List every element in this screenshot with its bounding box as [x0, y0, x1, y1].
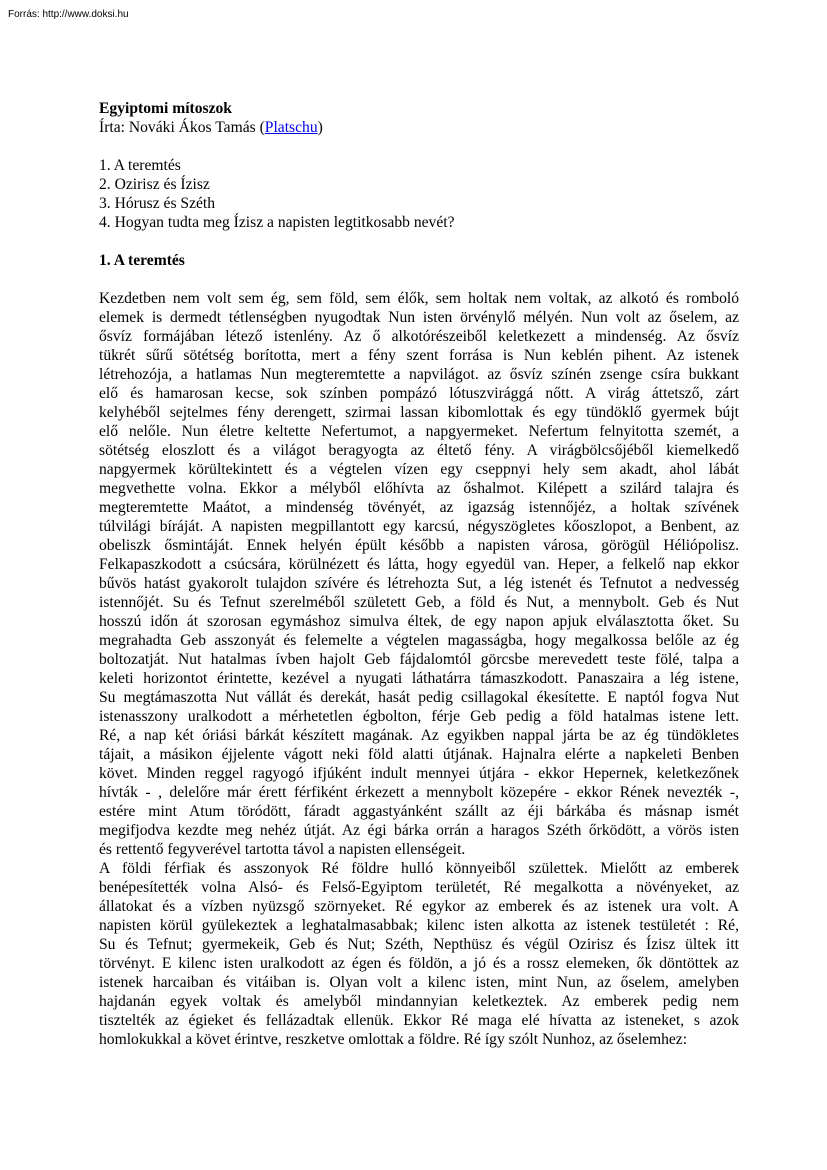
- text-line: keleti horizontot érintette, kezével a nyugati láthatárra támaszkodott. Panaszaira a lég istene,: [99, 670, 739, 687]
- table-of-contents: [99, 156, 739, 232]
- text-line: benépesítették volna Alsó- és Felső-Egyiptom területét, Ré megalkotta a növényeket, az: [99, 879, 739, 896]
- text-line: homlokukkal a követ érintve, reszketve omlottak a földre. Ré így szólt Nunhoz, az őselemhez:: [99, 1031, 688, 1048]
- text-line: sötétség eloszlott és a világot beragyogta az éltető fény. A virágbölcsőjéből kiemelkedő: [99, 442, 739, 459]
- author-link[interactable]: Platschu: [264, 119, 318, 136]
- author-line: [99, 118, 739, 137]
- text-line: Kezdetben nem volt sem ég, sem föld, sem élők, sem holtak nem voltak, az alkotó és romboló: [99, 290, 739, 307]
- text-line: elő és hamarosan kecse, sok színben pompázó lótuszvirággá nőtt. A virág áttetsző, zárt: [99, 385, 739, 402]
- author-suffix: ): [317, 119, 323, 136]
- text-line: estére mint Atum töródött, fáradt aggastyánként szállt az éji bárkába és másnap ismét: [99, 803, 739, 820]
- paragraph-2: [99, 859, 739, 1049]
- text-line: istennőjét. Su és Tefnut szerelméből született Geb, a föld és Nut, a mennybolt. Geb és Nut: [99, 594, 739, 611]
- text-line: hívták - , delelőre már érett férfiként érkezett a mennybolt közepére - ekkor Rének nevezték -,: [99, 784, 739, 801]
- text-line: boltozatját. Nut hatalmas ívben hajolt Geb fájdalomtól görcsbe merevedett teste fölé, talpa a: [99, 651, 739, 668]
- text-line: A földi férfiak és asszonyok Ré földre hulló könnyeiből születtek. Mielőtt az emberek: [99, 860, 739, 877]
- document-title: Egyiptomi mítoszok: [99, 100, 232, 117]
- text-line: Felkapaszkodott a csúcsára, körülnézett és látta, hogy egyedül van. Heper, a felkelő nap ekkor: [99, 556, 739, 573]
- text-line: megteremtette Maátot, a mindenség tövényét, az igazság istennőjéz, a holtak szívének: [99, 499, 739, 516]
- text-line: Su és Tefnut; gyermekeik, Geb és Nut; Széth, Nepthüsz és végül Ozirisz és Ízisz ültek itt: [99, 936, 739, 953]
- body-text: [99, 289, 739, 1049]
- text-line: tájait, a másikon éjjelente vágott neki föld alatti útjának. Hajnalra elérte a napkeleti Benben: [99, 746, 739, 763]
- paragraph-1: [99, 289, 739, 859]
- text-line: napisten körül gyülekeztek a leghatalmasabbak; kilenc isten alkotta az istenek testületét : Ré,: [99, 917, 739, 934]
- text-line: kelyhéből sejtelmes fény derengett, szirmai lassan kibomlottak és egy tündöklő gyermek bújt: [99, 404, 739, 421]
- text-line: tükrét sűrű sötétség borította, mert a fény szent forrása is Nun keblén pihent. Az istenek: [99, 347, 739, 364]
- text-line: hosszú időn át szorosan egymáshoz simulva éltek, de egy napon apjuk elválasztotta őket. Su: [99, 613, 739, 630]
- text-line: Su megtámaszotta Nut vállát és derekát, hasát pedig csillagokal ékesítette. E naptól fogva Nut: [99, 689, 739, 706]
- text-line: istenek harcaiban és vitáiban is. Olyan volt a kilenc isten, mint Nun, az őselem, amelyben: [99, 974, 739, 991]
- text-line: Ré, a nap két óriási bárkát készített magának. Az egyikben nappal járta be az ég tündökletes: [99, 727, 739, 744]
- text-line: ősvíz formájában létező istenlény. Az ő alkotórészeiből keletkezett a mindenség. Az ősvíz: [99, 328, 739, 345]
- toc-item: 1. A teremtés: [99, 157, 181, 174]
- author-prefix: Írta: Nováki Ákos Tamás (: [99, 119, 265, 136]
- text-line: és rettentő fegyverével tartotta távol a napisten ellenségeit.: [99, 841, 466, 858]
- text-line: hajdanán egyek voltak és amelyből mindannyian keletkeztek. Az emberek pedig nem: [99, 993, 739, 1010]
- toc-item: 4. Hogyan tudta meg Ízisz a napisten legtitkosabb nevét?: [99, 214, 455, 231]
- text-line: túlvilági bíráját. A napisten megpillantott egy karcsú, négyszögletes kőoszlopot, a Benbent, az: [99, 518, 739, 535]
- section-heading: 1. A teremtés: [99, 252, 185, 269]
- text-line: megvethette volna. Ekkor a mélyből előhívta az őshalmot. Kilépett a szilárd talajra és: [99, 480, 739, 497]
- text-line: létrehozója, a hatlamas Nun megteremtette a napvilágot. az ősvíz színén zsenge csíra bukkant: [99, 366, 739, 383]
- source-line: Forrás: http://www.doksi.hu: [8, 9, 129, 20]
- text-line: megrahadta Geb asszonyát és felemelte a végtelen magasságba, hogy megalkossa belőle az ég: [99, 632, 739, 649]
- text-line: bűvös hatást gyakorolt tulajdon szívére és létrehozta Sut, a lég istenét és Tefnutot a nedvesség: [99, 575, 739, 592]
- text-line: napgyermek körültekintett és a végtelen vízen egy cseppnyi hely sem akadt, ahol lábát: [99, 461, 739, 478]
- text-line: tisztelték az égieket és fellázadtak ellenük. Ekkor Ré maga elé hívatta az isteneket, s azok: [99, 1012, 739, 1029]
- text-line: elő nelőle. Nun életre keltette Nefertumot, a napgyermeket. Nefertum felnyitotta szemét, a: [99, 423, 739, 440]
- text-line: állatokat és a vízben nyüzsgő szörnyeket. Ré egykor az emberek és az istenek ura volt. A: [99, 898, 739, 915]
- text-line: megifjodva kezdte meg nehéz útját. Az égi bárka orrán a haragos Széth őrködött, a vörös isten: [99, 822, 739, 839]
- text-line: obeliszk ősmintáját. Ennek helyén épült később a napisten városa, görögül Héliópolisz.: [99, 537, 739, 554]
- document-body: [99, 99, 739, 1049]
- toc-item: 3. Hórusz és Széth: [99, 195, 216, 212]
- text-line: elemek is dermedt tétlenségben nyugodtak Nun isten örvénylő mélyén. Nun volt az őselem, az: [99, 309, 739, 326]
- text-line: törvényt. E kilenc isten uralkodott az égen és földön, a jó és a rossz elemeken, ők döntöttek az: [99, 955, 739, 972]
- toc-item: 2. Ozirisz és Ízisz: [99, 176, 210, 193]
- text-line: követ. Minden reggel ragyogó ifjúként indult mennyei útjára - ekkor Hepernek, keletkezőnek: [99, 765, 739, 782]
- text-line: istenasszony uralkodott a mérhetetlen égbolton, férje Geb pedig a föld hatalmas istene lett.: [99, 708, 739, 725]
